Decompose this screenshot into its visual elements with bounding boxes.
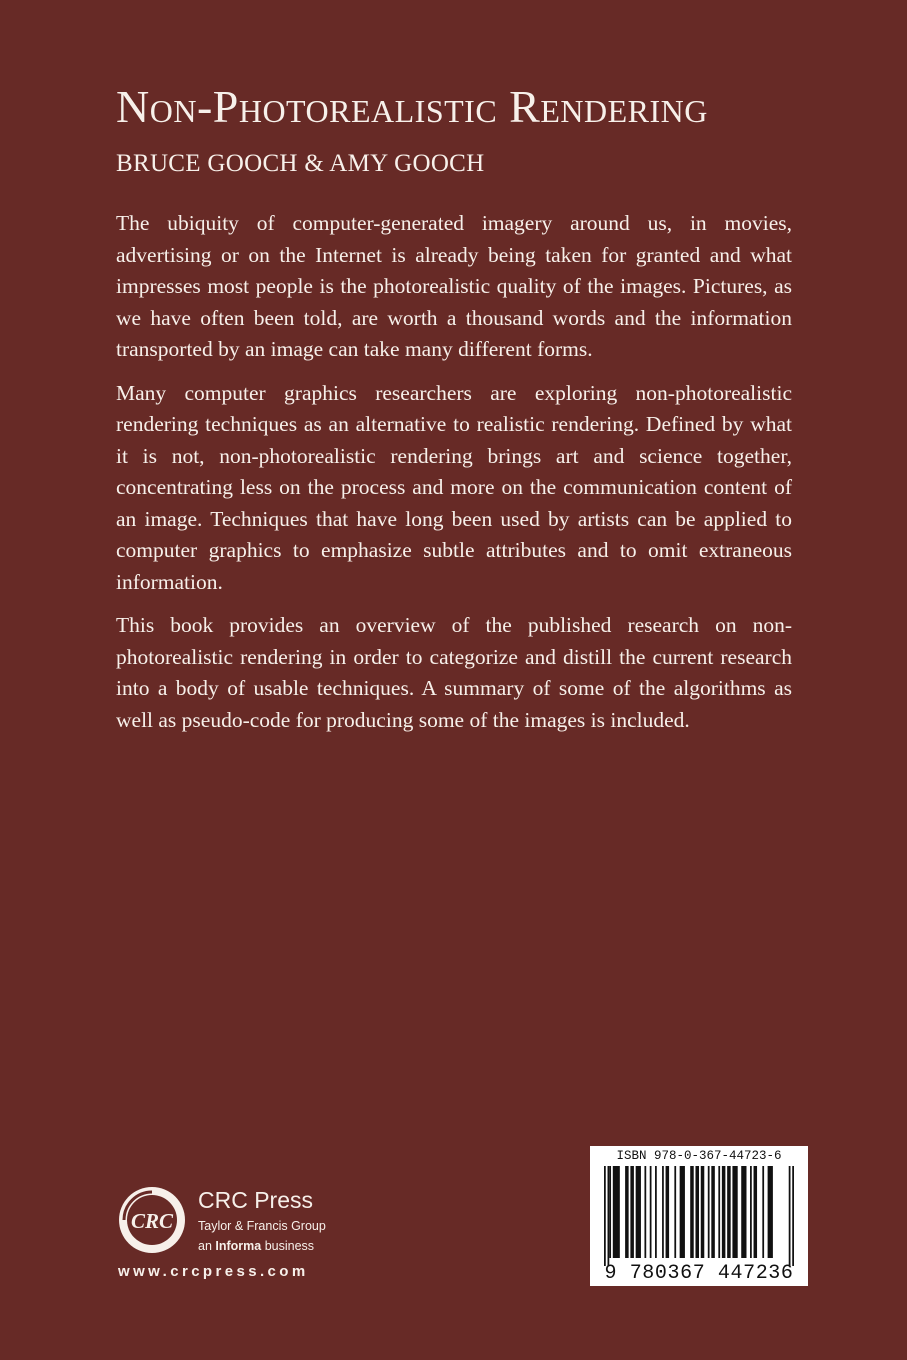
informa-prefix: an — [198, 1239, 216, 1253]
publisher-group: Taylor & Francis Group — [198, 1219, 326, 1233]
crc-logo-text: CRC — [130, 1209, 174, 1233]
barcode-bars — [604, 1166, 794, 1266]
book-title: Non-Photorealistic Rendering — [116, 81, 708, 132]
informa-name: Informa — [215, 1239, 262, 1253]
blurb-paragraph-3: This book provides an overview of the published research on non-photorealistic rendering in order to categorize and distill the current research into a body of usable techniques. A summary of some of the algorithms as well as pseudo-code for producing some of the images is included. — [116, 613, 792, 732]
informa-suffix: business — [261, 1239, 315, 1253]
publisher-name: CRC Press — [198, 1187, 314, 1213]
isbn-barcode — [590, 1146, 808, 1286]
publisher-block — [118, 1186, 378, 1286]
blurb-paragraph-2: Many computer graphics researchers are exploring non-photorealistic rendering techniques as an alternative to realistic rendering. Defined by what it is not, non-photorealistic rendering brings art and science together, concentrating less on the process and more on the communication content of an image. Techniques that have long been used by artists can be applied to computer graphics to emphasize subtle attributes and to omit extraneous information. — [116, 380, 792, 594]
barcode-digits: 9 780367 447236 — [604, 1262, 794, 1285]
crc-press-logo-icon — [118, 1186, 186, 1254]
isbn-label: ISBN 978-0-367-44723-6 — [616, 1149, 782, 1163]
publisher-informa-line — [198, 1238, 314, 1254]
publisher-website: www.crcpress.com — [118, 1263, 309, 1280]
book-authors: BRUCE GOOCH & AMY GOOCH — [116, 150, 485, 177]
cover-blurb — [116, 208, 792, 748]
blurb-paragraph-1: The ubiquity of computer-generated imagery around us, in movies, advertising or on the Internet is already being taken for granted and what impresses most people is the photorealistic quality of the images. Pictures, as we have often been told, are worth a thousand words and the information transported by an image can take many different forms. — [116, 211, 792, 361]
